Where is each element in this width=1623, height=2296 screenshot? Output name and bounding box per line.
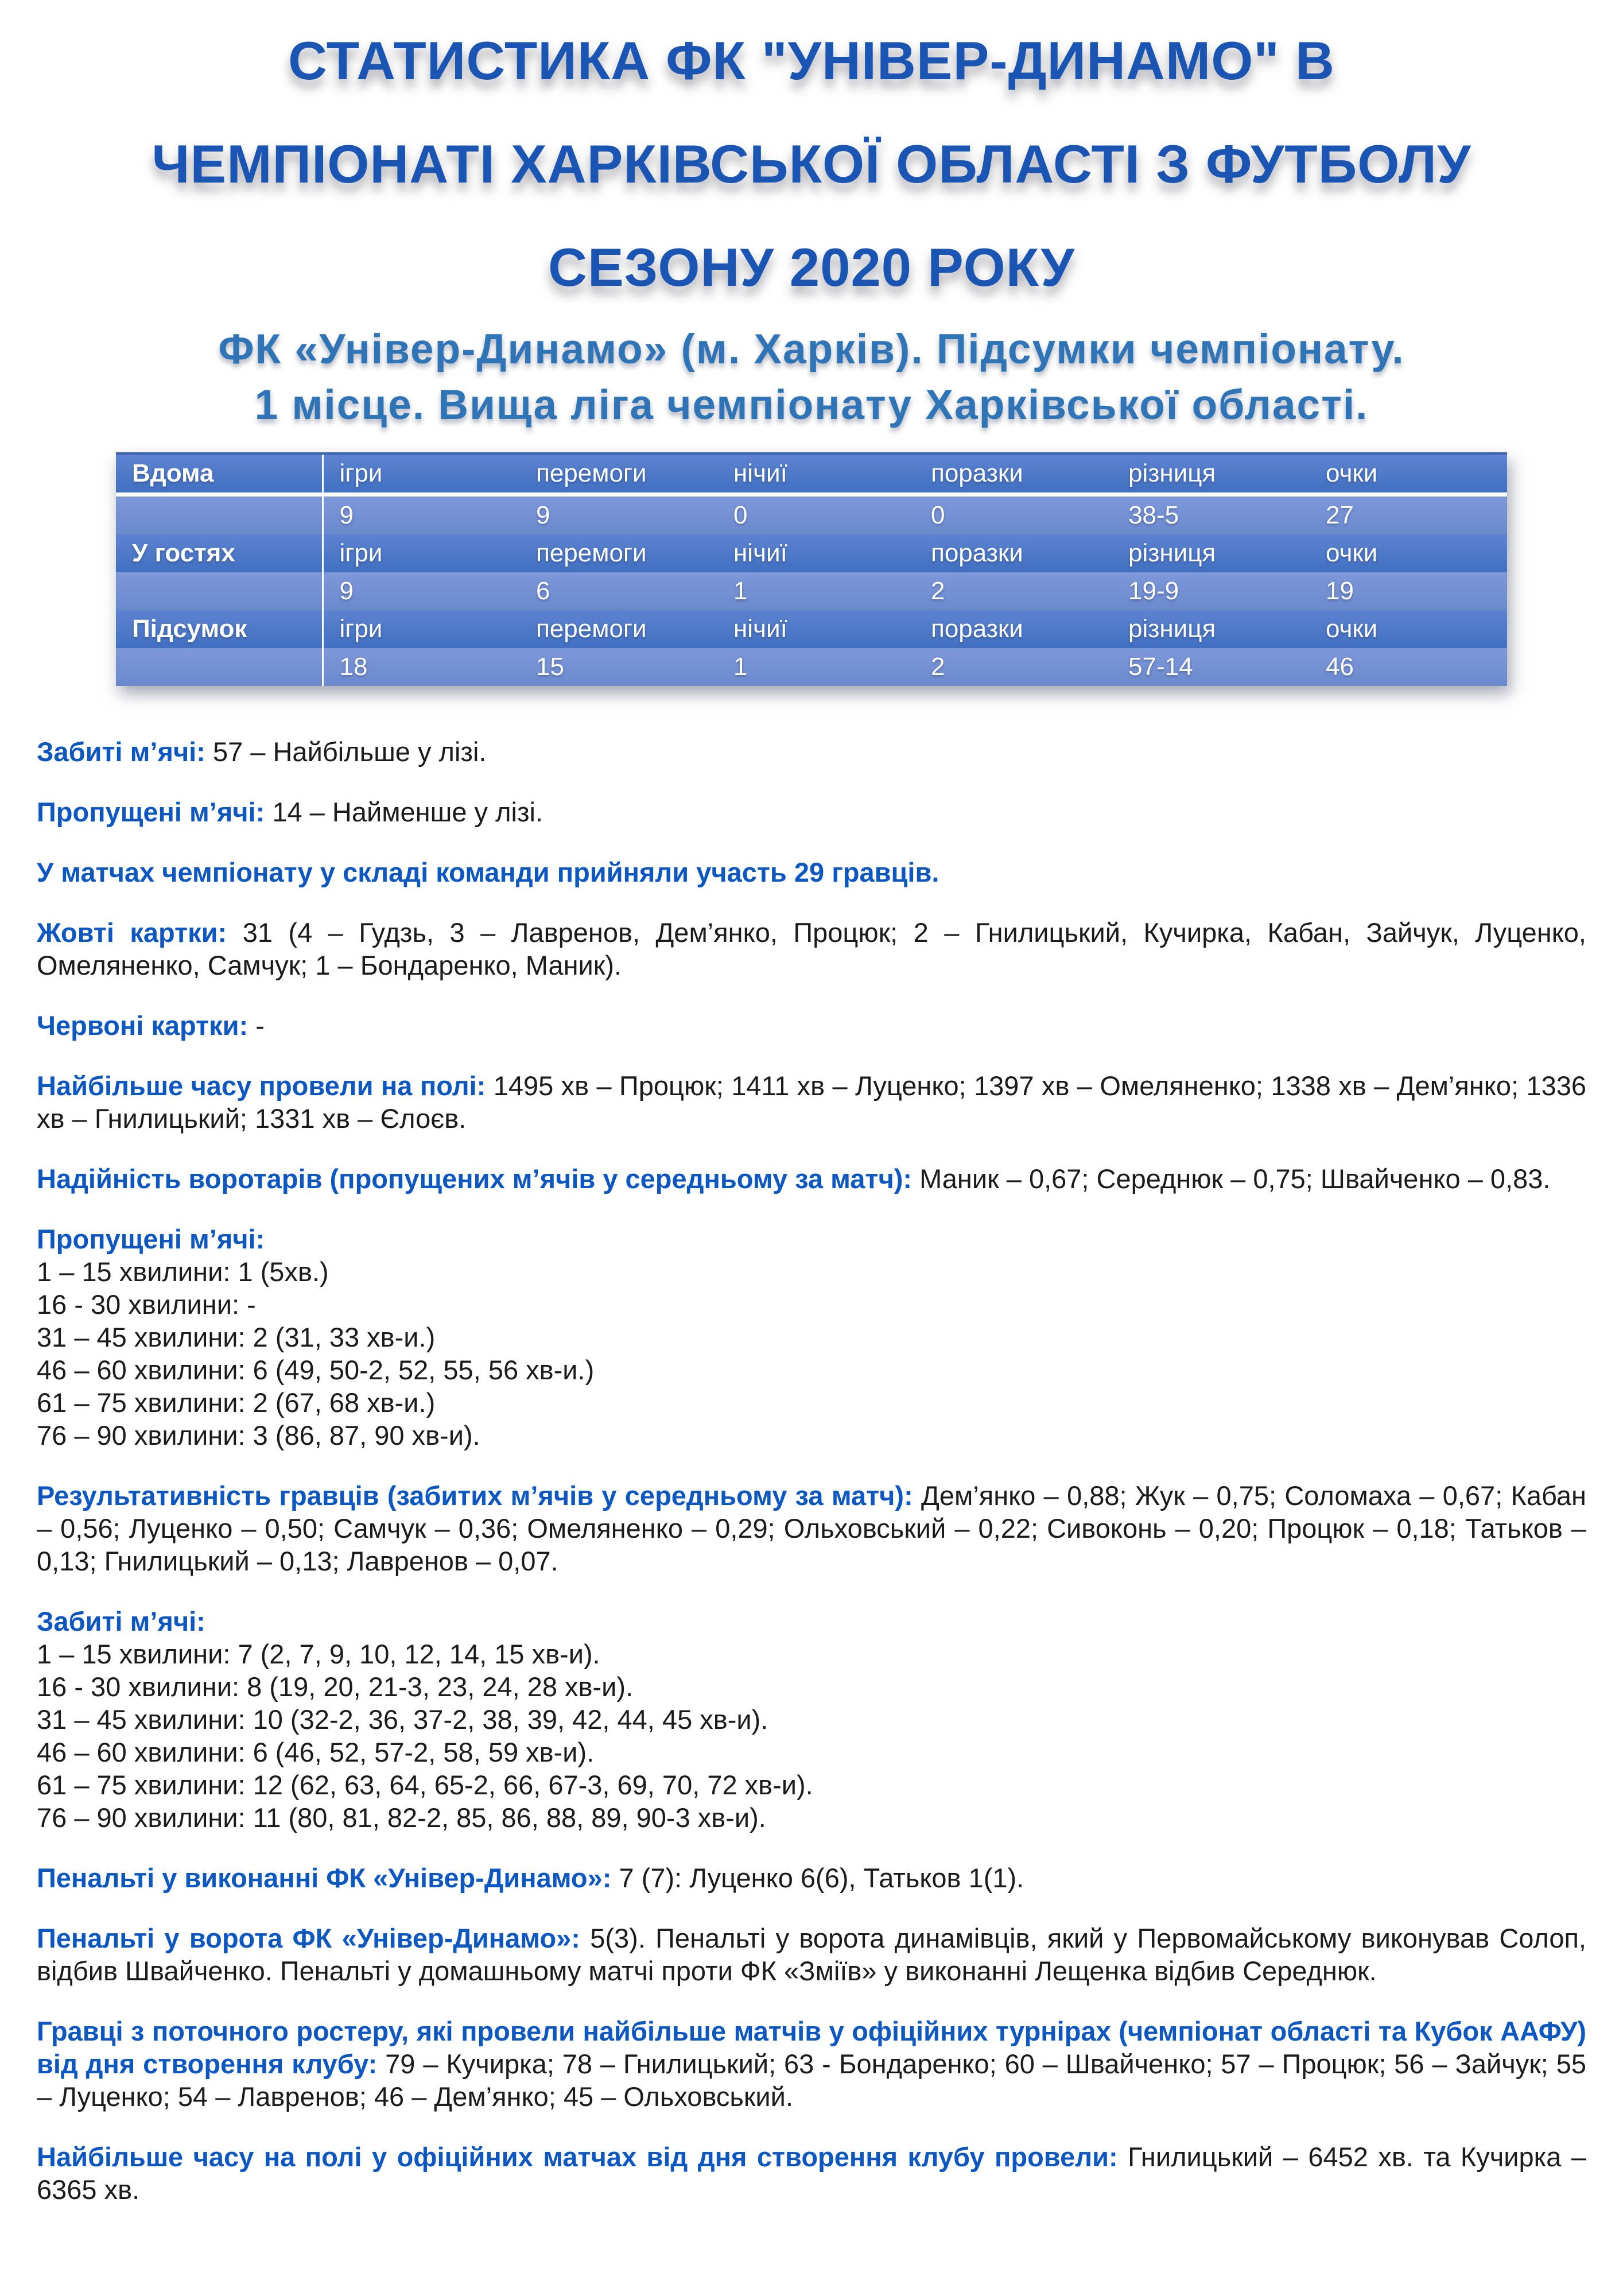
table-data-row-total [116,648,1507,686]
column-header: різниця [1112,534,1310,572]
stat-value: 31 (4 – Гудзь, 3 – Лавренов, Дем’янко, Процюк; 2 – Гнилицький, Кучирка, Кабан, Зайчук, Луценко, Омеляненко, Самчук; 1 – Бондаренко, Маник). [37,917,1586,980]
stat-value: 1495 хв – Процюк; 1411 хв – Луценко; 1397 хв – Омеляненко; 1338 хв – Дем’янко; 1336 хв – Гнилицький; 1331 хв – Єлоєв. [37,1071,1586,1134]
subtitle-line-2: 1 місце. Вища ліга чемпіонату Харківської області. [254,382,1369,428]
column-header: поразки [915,453,1112,495]
stat-value: - [255,1010,265,1041]
column-header: перемоги [520,534,717,572]
stat-label: Забиті м’ячі: [37,736,205,767]
column-header: поразки [915,610,1112,648]
table-cell: 57-14 [1112,648,1310,686]
stat-value: 14 – Найменше у лізі. [272,797,543,827]
table-data-row-home [116,495,1507,535]
column-header: перемоги [520,610,717,648]
minute-range-line: 31 – 45 хвилини: 2 (31, 33 хв-и.) [37,1322,436,1352]
stat-block-conceded-by-minutes [37,1223,1586,1452]
stat-value: Маник – 0,67; Середнюк – 0,75; Швайченко – 0,83. [919,1163,1551,1194]
minute-range-line: 76 – 90 хвилини: 11 (80, 81, 82-2, 85, 86, 88, 89, 90-3 хв-и). [37,1802,766,1833]
minute-range-line: 1 – 15 хвилини: 7 (2, 7, 9, 10, 12, 14, 15 хв-и). [37,1639,600,1669]
stat-label: Жовті картки: [37,917,227,948]
column-header: ігри [323,453,520,495]
stat-value: 7 (7): Луценко 6(6), Татьков 1(1). [619,1863,1024,1893]
table-cell: 18 [323,648,520,686]
stat-label: Найбільше часу провели на полі: [37,1071,486,1101]
column-header: очки [1310,453,1507,495]
stat-paragraph-goals-conceded-total [37,796,1586,828]
minute-range-line: 46 – 60 хвилини: 6 (49, 50-2, 52, 55, 56 хв-и.) [37,1355,595,1385]
stat-paragraph-players-count [37,856,1586,889]
table-cell: 15 [520,648,717,686]
stat-label: Надійність воротарів (пропущених м’ячів у середньому за матч): [37,1163,913,1194]
minute-range-line: 1 – 15 хвилини: 1 (5хв.) [37,1256,329,1287]
stat-block-label: Забиті м’ячі: [37,1606,205,1636]
stat-label: Червоні картки: [37,1010,249,1041]
table-cell: 9 [323,572,520,610]
column-header: нічиї [717,453,915,495]
column-header: нічиї [717,534,915,572]
stat-paragraph-most-matches-alltime [37,2015,1586,2113]
table-cell: 0 [915,495,1112,535]
table-cell: 46 [1310,648,1507,686]
stat-value: 79 – Кучирка; 78 – Гнилицький; 63 - Бондаренко; 60 – Швайченко; 57 – Процюк; 56 – Зайчук; 55 – Луценко; 54 – Лавренов; 46 – Дем’янко; 45 – Ольховський. [37,2049,1586,2112]
table-cell: 19 [1310,572,1507,610]
row-group-label: Підсумок [116,610,323,648]
stat-paragraph-penalties-against [37,1922,1586,1987]
table-cell: 19-9 [1112,572,1310,610]
minute-range-line: 61 – 75 хвилини: 12 (62, 63, 64, 65-2, 66, 67-3, 69, 70, 72 хв-и). [37,1770,813,1800]
column-header: нічиї [717,610,915,648]
stat-paragraph-penalties-for [37,1861,1586,1894]
stat-paragraph-most-minutes-alltime [37,2140,1586,2206]
stat-block-scored-by-minutes [37,1605,1586,1834]
stat-label: У матчах чемпіонату у складі команди прийняли участь 29 гравців. [37,857,939,887]
stat-block-label: Пропущені м’ячі: [37,1224,265,1254]
stat-label: Пенальті у виконанні ФК «Універ-Динамо»: [37,1863,612,1893]
minute-range-line: 16 - 30 хвилини: 8 (19, 20, 21-3, 23, 24, 28 хв-и). [37,1671,634,1702]
minute-range-line: 31 – 45 хвилини: 10 (32-2, 36, 37-2, 38, 39, 42, 44, 45 хв-и). [37,1704,768,1735]
table-cell: 6 [520,572,717,610]
table-cell: 2 [915,648,1112,686]
row-group-label-empty [116,648,323,686]
stat-label: Пропущені м’ячі: [37,797,265,827]
stat-label: Результативність гравців (забитих м’ячів у середньому за матч): [37,1480,913,1511]
row-group-label: У гостях [116,534,323,572]
stat-value: Гнилицький – 6452 хв. та Кучирка – 6365 хв. [37,2142,1587,2205]
table-cell: 1 [717,572,915,610]
table-header-row-home [116,453,1507,495]
title-line-3: СЕЗОНУ 2020 РОКУ [548,237,1075,297]
column-header: ігри [323,610,520,648]
table-cell: 38-5 [1112,495,1310,535]
minute-range-line: 16 - 30 хвилини: - [37,1289,256,1320]
stats-text-content [37,735,1586,2206]
results-table [116,452,1507,686]
minute-range-line: 61 – 75 хвилини: 2 (67, 68 хв-и.) [37,1387,436,1418]
row-group-label: Вдома [116,453,323,495]
minute-range-line: 76 – 90 хвилини: 3 (86, 87, 90 хв-и). [37,1420,480,1450]
table-cell: 27 [1310,495,1507,535]
table-data-row-away [116,572,1507,610]
table-cell: 0 [717,495,915,535]
table-cell: 9 [323,495,520,535]
row-group-label-empty [116,495,323,535]
table-cell: 2 [915,572,1112,610]
column-header: різниця [1112,610,1310,648]
stat-value: 5(3). Пенальті у ворота динамівців, який у Первомайському виконував Солоп, відбив Швайченко. Пенальті у домашньому матчі проти ФК «Зміїв» у виконанні Лещенка відбив Середнюк. [37,1923,1586,1986]
stat-label: Гравці з поточного ростеру, які провели найбільше матчів у офіційних турнірах (чемпіонат області та Кубок ААФУ) від дня створення клубу: [37,2016,1586,2079]
column-header: перемоги [520,453,717,495]
stat-paragraph-scoring-rate [37,1479,1586,1577]
stat-label: Пенальті у ворота ФК «Універ-Динамо»: [37,1923,580,1953]
table-cell: 1 [717,648,915,686]
table-cell: 9 [520,495,717,535]
stat-label: Найбільше часу на полі у офіційних матчах від дня створення клубу провели: [37,2142,1118,2172]
stat-paragraph-red-cards [37,1009,1586,1042]
page-subtitle [0,321,1623,433]
row-group-label-empty [116,572,323,610]
stat-paragraph-goals-scored-total [37,735,1586,768]
page-title [0,0,1623,319]
column-header: очки [1310,610,1507,648]
stat-value: Дем’янко – 0,88; Жук – 0,75; Соломаха – 0,67; Кабан – 0,56; Луценко – 0,50; Самчук – 0,36; Омеляненко – 0,29; Ольховський – 0,22; Сивоконь – 0,20; Процюк – 0,18; Татьков – 0,13; Гнилицький – 0,13; Лавренов – 0,07. [37,1480,1586,1576]
subtitle-line-1: ФК «Універ-Динамо» (м. Харків). Підсумки чемпіонату. [218,326,1405,373]
column-header: поразки [915,534,1112,572]
column-header: ігри [323,534,520,572]
minute-range-line: 46 – 60 хвилини: 6 (46, 52, 57-2, 58, 59 хв-и). [37,1737,595,1767]
column-header: різниця [1112,453,1310,495]
stat-paragraph-goalkeeper-reliability [37,1162,1586,1195]
stat-value: 57 – Найбільше у лізі. [212,736,487,767]
column-header: очки [1310,534,1507,572]
table-header-row-total [116,610,1507,648]
title-line-1: СТАТИСТИКА ФК "УНІВЕР-ДИНАМО" В [288,30,1335,91]
stat-paragraph-yellow-cards [37,916,1586,982]
stat-paragraph-most-minutes [37,1069,1586,1135]
table-header-row-away [116,534,1507,572]
title-line-2: ЧЕМПІОНАТІ ХАРКІВСЬКОЇ ОБЛАСТІ З ФУТБОЛУ [152,134,1471,194]
